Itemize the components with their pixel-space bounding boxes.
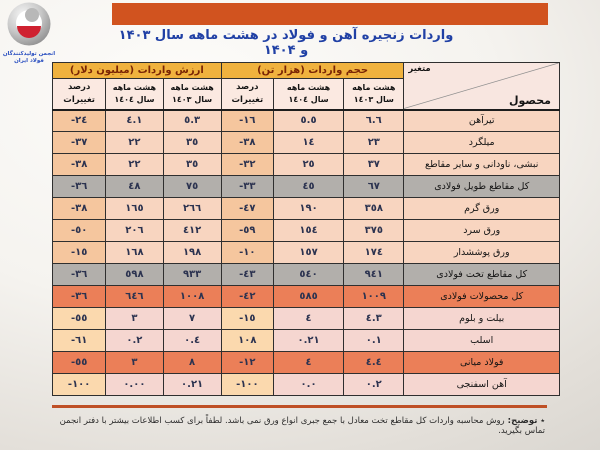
vol-pct-cell: -١٥ [221,308,273,330]
val-1403-cell: ١٠٠٨ [163,286,221,308]
vol-1404-cell: ١٩٠ [273,198,343,220]
logo-text-line2: فولاد ایران [14,57,44,64]
vol-1404-cell: ١٤ [273,132,343,154]
val-1404-cell: ١٦٥ [106,198,163,220]
volume-pct-header [221,79,273,110]
title-bar [112,3,548,25]
footnote [55,416,545,436]
val-pct-cell: -٥٠ [53,220,106,242]
eight-months-label: هشت ماهه [170,82,214,92]
vol-1403-cell: ٢٣ [344,132,404,154]
table-row [53,176,560,198]
table-row [53,110,560,132]
year-1404-label: سال ١٤٠٤ [114,94,155,104]
product-name-cell: کل مقاطع تخت فولادی [404,264,560,286]
vol-1403-cell: ٠.١ [344,330,404,352]
vol-1404-cell: ٠.٠ [273,374,343,396]
val-1404-cell: ٦٤٦ [106,286,163,308]
val-1403-cell: ٠.٤ [163,330,221,352]
vol-pct-cell: -١٢ [221,352,273,374]
val-1403-cell: ٩٣٣ [163,264,221,286]
vol-1404-cell: ٤ [273,352,343,374]
table-row [53,374,560,396]
vol-1404-cell: ١٥٤ [273,220,343,242]
val-1404-cell: ٢٢ [106,132,163,154]
vol-pct-cell: -١٦ [221,110,273,132]
val-1404-cell: ١٦٨ [106,242,163,264]
val-1403-cell: ٣٥ [163,154,221,176]
val-1403-cell: ٧٥ [163,176,221,198]
vol-pct-cell: -٤٢ [221,286,273,308]
val-1403-cell: ٨ [163,352,221,374]
value-group-header: ارزش واردات (میلیون دلار) [53,63,222,79]
table-row [53,242,560,264]
val-1403-cell: ١٩٨ [163,242,221,264]
val-1404-cell: ٢٠٦ [106,220,163,242]
vol-1404-cell: ٤٥ [273,176,343,198]
vol-1404-cell: ٥٤٠ [273,264,343,286]
product-name-cell: ورق سرد [404,220,560,242]
eight-months-label: هشت ماهه [112,82,157,92]
val-1404-cell: ٣ [106,352,163,374]
product-name-cell: بیلت و بلوم [404,308,560,330]
val-1404-cell: ٥٩٨ [106,264,163,286]
percent-change-label: درصد تغییرات [231,82,264,105]
table-row [53,220,560,242]
vol-1404-cell: ١٥٧ [273,242,343,264]
product-name-cell: آهن اسفنجی [404,374,560,396]
corner-variable-label: متغیر [408,64,431,74]
product-name-cell: میلگرد [404,132,560,154]
product-name-cell: نبشی، ناودانی و سایر مقاطع [404,154,560,176]
vol-1403-cell: ٦.٦ [344,110,404,132]
footer-divider [52,405,547,408]
vol-1403-cell: ٩٤١ [344,264,404,286]
product-name-cell: ورق گرم [404,198,560,220]
val-pct-cell: -١٥ [53,242,106,264]
eight-months-label: هشت ماهه [286,82,331,92]
vol-1403-cell: ٣٧٥ [344,220,404,242]
volume-1404-header [273,79,343,110]
percent-change-label: درصد تغییرات [63,82,95,105]
logo-text-line1: انجمن تولیدکنندگان [2,51,56,57]
volume-1403-header [344,79,404,110]
val-1403-cell: ٣٥ [163,132,221,154]
year-1403-label: سال ١٤٠٣ [172,94,213,104]
product-name-cell: تیرآهن [404,110,560,132]
vol-1403-cell: ٦٧ [344,176,404,198]
val-1404-cell: ٠.٢ [106,330,163,352]
val-1404-cell: ٣ [106,308,163,330]
val-pct-cell: -٢٤ [53,110,106,132]
vol-1403-cell: ١٧٤ [344,242,404,264]
group-header-row [53,63,560,79]
vol-pct-cell: -١٠٠ [221,374,273,396]
val-1404-cell: ٠.٠٠ [106,374,163,396]
association-logo [1,2,57,65]
val-pct-cell: -٣٨ [53,154,106,176]
vol-pct-cell: -٣٢ [221,154,273,176]
value-1403-header [163,79,221,110]
val-1403-cell: ٢٦٦ [163,198,221,220]
product-name-cell: اسلب [404,330,560,352]
table-row [53,330,560,352]
vol-1403-cell: ٣٥٨ [344,198,404,220]
vol-pct-cell: -٤٧ [221,198,273,220]
vol-pct-cell: ١٠٨ [221,330,273,352]
val-1403-cell: ٥.٣ [163,110,221,132]
vol-1404-cell: ٥.٥ [273,110,343,132]
table-row [53,132,560,154]
val-1403-cell: ٧ [163,308,221,330]
table-row [53,352,560,374]
val-pct-cell: -٥٥ [53,352,106,374]
footnote-label: ٭ توضیح: [507,416,545,426]
table-body [53,110,560,396]
val-1404-cell: ٢٢ [106,154,163,176]
vol-1404-cell: ٥٨٥ [273,286,343,308]
value-1404-header [106,79,163,110]
table-row [53,286,560,308]
value-pct-header [53,79,106,110]
vol-1403-cell: ٤.٣ [344,308,404,330]
product-name-cell: ورق پوششدار [404,242,560,264]
val-1403-cell: ٠.٢١ [163,374,221,396]
corner-header-cell [404,63,560,110]
year-1404-label: سال ١٤٠٤ [288,94,329,104]
val-pct-cell: -١٠٠ [53,374,106,396]
vol-pct-cell: -٤٣ [221,264,273,286]
product-name-cell: کل مقاطع طویل فولادی [404,176,560,198]
product-name-cell: کل محصولات فولادی [404,286,560,308]
year-1403-label: سال ١٤٠٣ [353,94,394,104]
val-pct-cell: -٣٦ [53,264,106,286]
imports-table [52,62,560,396]
page-title: واردات زنجیره آهن و فولاد در هشت ماهه سال ۱۴۰۳ و ۱۴۰۴ [118,28,454,58]
val-pct-cell: -٣٦ [53,286,106,308]
val-pct-cell: -٣٦ [53,176,106,198]
val-1404-cell: ٤٨ [106,176,163,198]
volume-group-header: حجم واردات (هزار تن) [221,63,404,79]
product-name-cell: فولاد میانی [404,352,560,374]
table-row [53,154,560,176]
vol-pct-cell: -٣٣ [221,176,273,198]
vol-1404-cell: ٤ [273,308,343,330]
table-row [53,264,560,286]
val-pct-cell: -٦١ [53,330,106,352]
steel-association-logo-icon [7,2,51,46]
val-1403-cell: ٤١٢ [163,220,221,242]
vol-1404-cell: ٠.٢١ [273,330,343,352]
corner-product-label: محصول [508,93,551,107]
vol-1404-cell: ٢٥ [273,154,343,176]
eight-months-label: هشت ماهه [352,82,396,92]
vol-1403-cell: ٠.٢ [344,374,404,396]
val-1404-cell: ٤.١ [106,110,163,132]
vol-1403-cell: ١٠٠٩ [344,286,404,308]
footnote-text: روش محاسبه واردات کل مقاطع تخت معادل با جمع جبری انواع ورق نمی باشد. لطفاً برای کسب اطلاعات بیشتر با دفتر انجمن تماس بگیرید. [59,416,545,436]
val-pct-cell: -٣٨ [53,198,106,220]
vol-pct-cell: -١٠ [221,242,273,264]
vol-pct-cell: -٥٩ [221,220,273,242]
val-pct-cell: -٥٥ [53,308,106,330]
val-pct-cell: -٣٧ [53,132,106,154]
vol-1403-cell: ٤.٤ [344,352,404,374]
table-row [53,198,560,220]
vol-1403-cell: ٣٧ [344,154,404,176]
table-row [53,308,560,330]
vol-pct-cell: -٣٨ [221,132,273,154]
